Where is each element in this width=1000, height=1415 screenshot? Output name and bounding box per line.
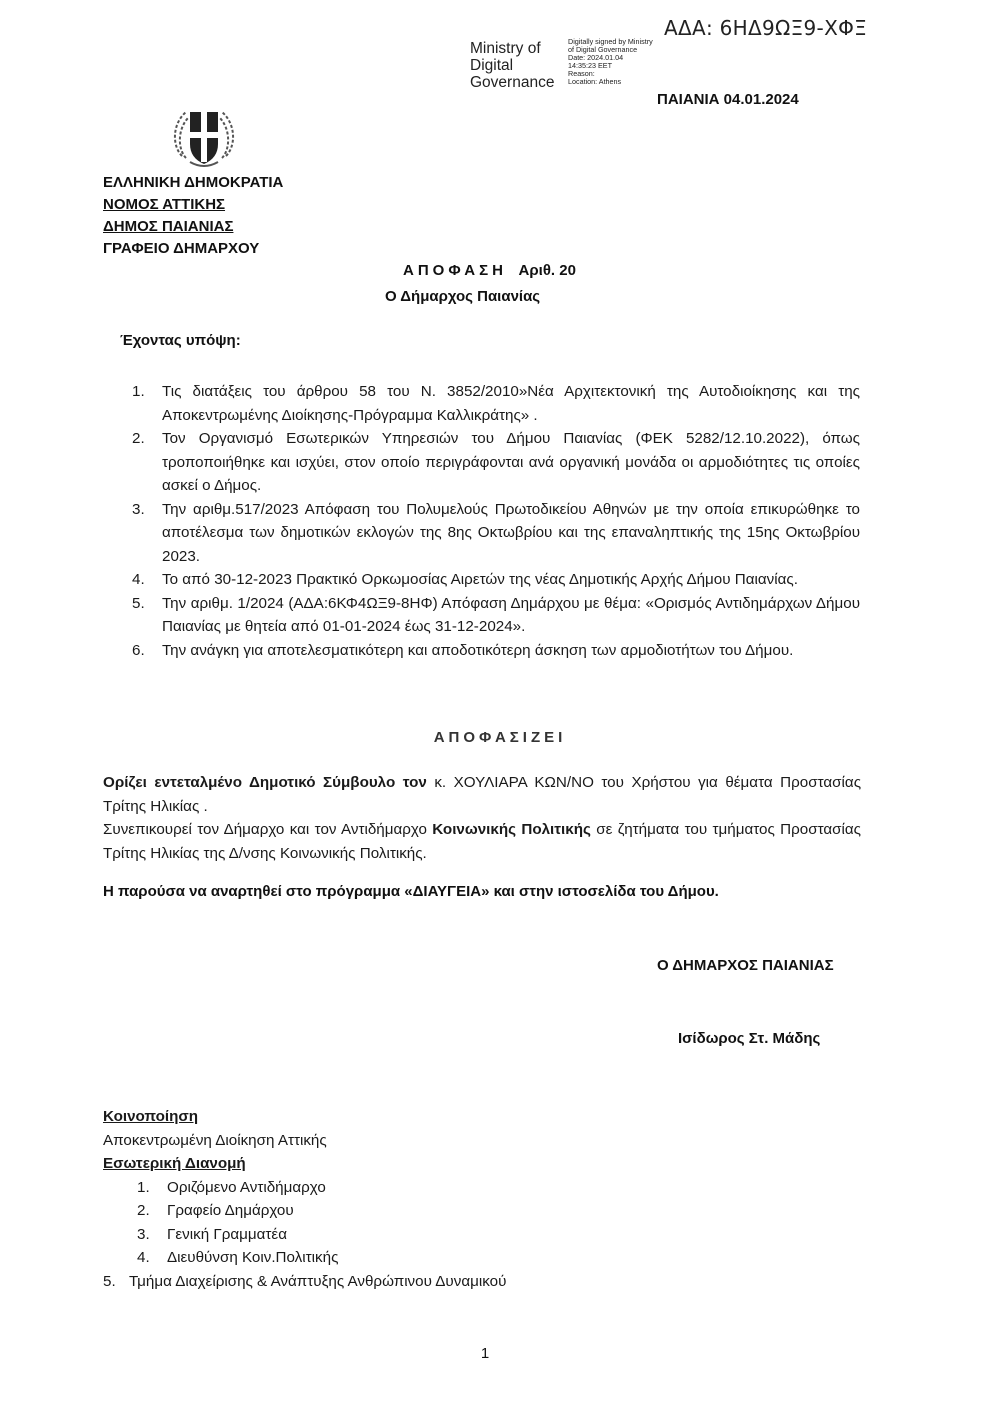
item-text: Την ανάγκη για αποτελεσματικότερη και αποδοτικότερη άσκηση των αρμοδιοτήτων του Δήμου. (162, 641, 794, 659)
signature-detail-line: Date: 2024.01.04 (568, 53, 624, 62)
greek-coat-of-arms-icon (168, 106, 240, 170)
ruling-assist-bold: Κοινωνικής Πολιτικής (432, 821, 591, 838)
decides-heading: ΑΠΟΦΑΣΙΖΕΙ (433, 729, 567, 746)
item-number: 3. (132, 500, 145, 518)
signature-detail-line: Reason: (568, 69, 595, 78)
signature-detail-line: of Digital Governance (568, 45, 638, 54)
ruling-text (103, 771, 861, 865)
distribution-section (103, 1105, 803, 1293)
item-number: 3. (137, 1225, 150, 1243)
item-number: 5. (103, 1272, 116, 1290)
ruling-paragraph-1 (103, 771, 861, 818)
publication-instruction: Η παρούσα να αναρτηθεί στο πρόγραμμα «ΔΙΑΥΓΕΙΑ» και στην ιστοσελίδα του Δήμου. (103, 883, 719, 900)
signatory-title: Ο ΔΗΜΑΡΧΟΣ ΠΑΙΑΝΙΑΣ (657, 957, 834, 974)
signature-detail-line: Location: Athens (568, 77, 622, 86)
item-number: 2. (137, 1202, 150, 1219)
digital-signature-details (568, 38, 653, 86)
considerations-list (120, 380, 860, 662)
page-number: 1 (480, 1345, 490, 1362)
distribution-item (103, 1246, 803, 1270)
item-text: Γραφείο Δημάρχου (167, 1202, 294, 1219)
consideration-item (120, 498, 860, 569)
issuer-heading: Ο Δήμαρχος Παιανίας (385, 288, 541, 305)
considering-label: Έχοντας υπόψη: (120, 332, 241, 349)
consideration-item (120, 568, 860, 592)
signature-org-line: Governance (470, 74, 555, 91)
decision-heading: ΑΠΟΦΑΣΗ (403, 262, 507, 279)
internal-distribution-heading: Εσωτερική Διανομή (103, 1155, 246, 1172)
item-number: 6. (132, 641, 145, 659)
signatory-name: Ισίδωρος Στ. Μάδης (678, 1030, 821, 1047)
signature-detail-line: Digitally signed by Ministry (568, 37, 653, 46)
signature-detail-line: 14:35:23 EET (568, 61, 612, 70)
item-text: Τμήμα Διαχείρισης & Ανάπτυξης Ανθρώπινου Δυναμικού (129, 1272, 507, 1290)
decision-title (403, 262, 576, 279)
item-number: 1. (137, 1178, 150, 1196)
notification-recipient: Αποκεντρωμένη Διοίκηση Αττικής (103, 1131, 327, 1149)
distribution-item (103, 1223, 803, 1247)
notification-heading: Κοινοποίηση (103, 1108, 199, 1125)
item-number: 4. (137, 1249, 150, 1266)
consideration-item (120, 639, 860, 663)
consideration-item (120, 380, 860, 427)
item-text: Τις διατάξεις του άρθρου 58 του Ν. 3852/2010»Νέα Αρχιτεκτονική της Αυτοδιοίκησης και της Αποκεντρωμένης Διοίκησης-Πρόγραμμα Καλλικράτης» . (162, 383, 860, 424)
item-text: Την αριθμ. 1/2024 (ΑΔΑ:6ΚΦ4ΩΞ9-8ΗΦ) Απόφαση Δημάρχου με θέμα: «Ορισμός Αντιδημάρχων Δήμου Παιανίας με θητεία από 01-01-2024 έως 31-12-2024». (162, 594, 860, 635)
ruling-assist-start: Συνεπικουρεί τον Δήμαρχο και τον Αντιδήμαρχο (103, 821, 433, 838)
item-text: Τον Οργανισμό Εσωτερικών Υπηρεσιών του Δήμου Παιανίας (ΦΕΚ 5282/12.10.2022), όπως τροποποιήθηκε και ισχύει, στον οποίο περιγράφονται ανά οργανική μονάδα οι αρμοδιότητες τις οποίες ασκεί ο Δήμος. (162, 430, 860, 494)
consideration-item (120, 592, 860, 639)
item-number: 1. (132, 383, 145, 400)
item-text: Οριζόμενο Αντιδήμαρχο (167, 1178, 326, 1196)
item-number: 4. (132, 571, 145, 588)
prefecture-label: ΝΟΜΟΣ ΑΤΤΙΚΗΣ (103, 196, 226, 213)
signature-org-line: Digital (470, 57, 514, 74)
distribution-item (103, 1199, 803, 1223)
distribution-item (103, 1176, 803, 1200)
republic-label: ΕΛΛΗΝΙΚΗ ΔΗΜΟΚΡΑΤΙΑ (103, 174, 284, 191)
ruling-assist-end: σε ζητήματα του τμήματος Προστασίας Τρίτης Ηλικίας της Δ/νσης Κοινωνικής Πολιτικής. (103, 821, 861, 862)
internal-distribution-list (103, 1176, 803, 1294)
item-text: Το από 30-12-2023 Πρακτικό Ορκωμοσίας Αιρετών της νέας Δημοτικής Αρχής Δήμου Παιανίας. (162, 571, 798, 588)
ruling-paragraph-2 (103, 818, 861, 865)
item-text: Γενική Γραμματέα (167, 1225, 287, 1243)
ada-code: ΑΔΑ: 6ΗΔ9ΩΞ9-ΧΦΞ (664, 16, 868, 40)
municipality-label: ΔΗΜΟΣ ΠΑΙΑΝΙΑΣ (103, 218, 234, 235)
item-text: Την αριθμ.517/2023 Απόφαση του Πολυμελούς Πρωτοδικείου Αθηνών με την οποία επικυρώθηκε το αποτέλεσμα των δημοτικών εκλογών της 8ης Οκτωβρίου και της επαναληπτικής της 15ης Οκτωβρίου 2023. (162, 500, 860, 565)
item-number: 2. (132, 430, 145, 447)
ruling-appointee: κ. ΧΟΥΛΙΑΡΑ ΚΩΝ/ΝΟ του Χρήστου για θέματα Προστασίας Τρίτης Ηλικίας . (103, 774, 862, 815)
signature-org-line: Ministry of (470, 40, 541, 57)
consideration-item (120, 427, 860, 498)
office-label: ΓΡΑΦΕΙΟ ΔΗΜΑΡΧΟΥ (103, 240, 260, 257)
digital-signature-organization (470, 40, 554, 91)
decision-number: Αριθ. 20 (518, 262, 576, 279)
issuing-authority (103, 172, 283, 260)
item-text: Διευθύνση Κοιν.Πολιτικής (167, 1249, 339, 1266)
distribution-item (103, 1270, 803, 1294)
place-and-date: ΠΑΙΑΝΙΑ 04.01.2024 (657, 91, 799, 108)
item-number: 5. (132, 594, 145, 612)
ruling-bold-lead: Ορίζει εντεταλμένο Δημοτικό Σύμβουλο τον (103, 774, 427, 791)
